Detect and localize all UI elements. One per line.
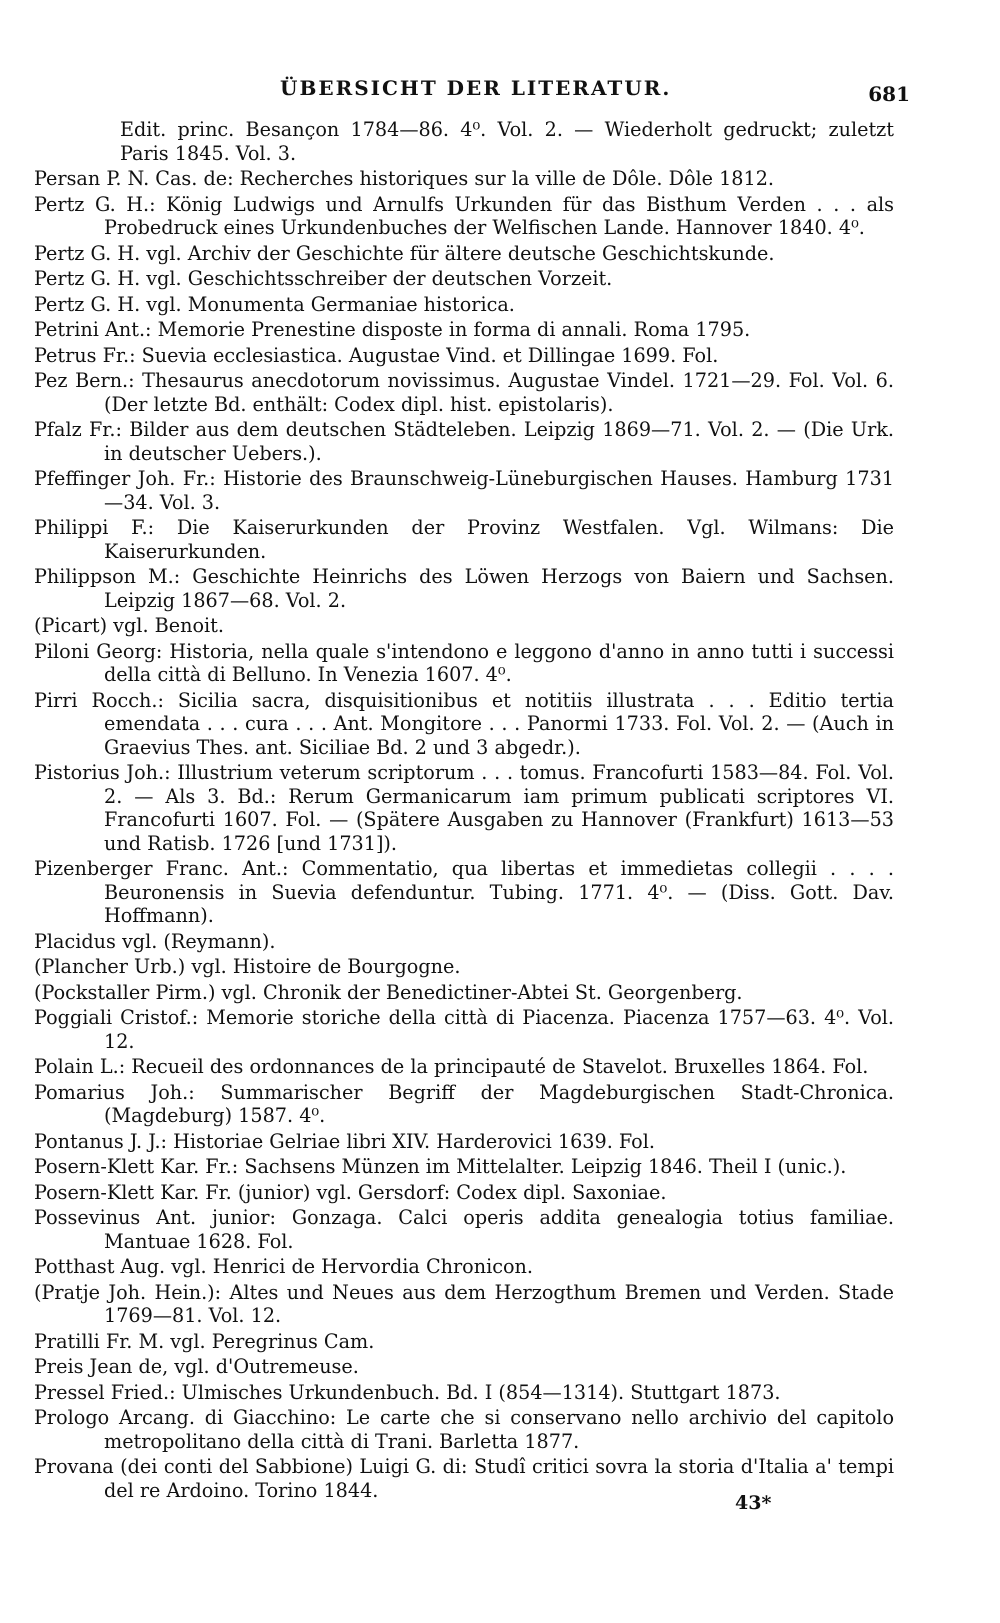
bibliography-entry: Pistorius Joh.: Illustrium veterum scriptorum . . . tomus. Francofurti 1583—84. Fol. Vol. 2. — Als 3. Bd.: Rerum Germanicarum iam primum publicati scriptores VI. Francofurti 1607. Fol. — (Spätere Ausgaben zu Hannover (Frankfurt) 1613—53 und Ratisb. 1726 [und 1731]). — [34, 761, 894, 855]
bibliography-entry: Pirri Rocch.: Sicilia sacra, disquisitionibus et notitiis illustrata . . . Editio tertia emendata . . . cura . . . Ant. Mongitore . . . Panormi 1733. Fol. Vol. 2. — (Auch in Graevius Thes. ant. Siciliae Bd. 2 und 3 abgedr.). — [34, 688, 894, 759]
bibliography-entry: Pertz G. H. vgl. Geschichtsschreiber der deutschen Vorzeit. — [34, 267, 613, 290]
bibliography-entry: Potthast Aug. vgl. Henrici de Hervordia Chronicon. — [34, 1255, 533, 1278]
bibliography-entry: Pressel Fried.: Ulmisches Urkundenbuch. Bd. I (854—1314). Stuttgart 1873. — [34, 1380, 781, 1404]
bibliography-list — [34, 118, 894, 1504]
bibliography-entry: Pomarius Joh.: Summarischer Begriff der Magdeburgischen Stadt-Chronica. (Magdeburg) 1587. 4⁰. — [34, 1080, 894, 1127]
bibliography-entry: Pfeffinger Joh. Fr.: Historie des Braunschweig-Lüneburgischen Hauses. Hamburg 1731—34. Vol. 3. — [34, 467, 894, 514]
bibliography-entry: Preis Jean de, vgl. d'Outremeuse. — [34, 1355, 359, 1378]
bibliography-entry: Pez Bern.: Thesaurus anecdotorum novissimus. Augustae Vindel. 1721—29. Fol. Vol. 6. (Der letzte Bd. enthält: Codex dipl. hist. epistolaris). — [34, 369, 894, 416]
bibliography-entry: Posern-Klett Kar. Fr. (junior) vgl. Gersdorf: Codex dipl. Saxoniae. — [34, 1180, 667, 1204]
bibliography-entry: Posern-Klett Kar. Fr.: Sachsens Münzen im Mittelalter. Leipzig 1846. Theil I (unic.). — [34, 1155, 847, 1178]
bibliography-entry: Prologo Arcang. di Giacchino: Le carte che si conservano nello archivio del capitolo metropolitano della città di Trani. Barletta 1877. — [34, 1406, 894, 1453]
bibliography-entry: Petrini Ant.: Memorie Prenestine disposte in forma di annali. Roma 1795. — [34, 318, 751, 341]
bibliography-entry: Placidus vgl. (Reymann). — [34, 929, 276, 953]
bibliography-entry: Pratilli Fr. M. vgl. Peregrinus Cam. — [34, 1329, 375, 1353]
bibliography-entry: Provana (dei conti del Sabbione) Luigi G. di: Studî critici sovra la storia d'Italia a' tempi del re Ardoino. Torino 1844. — [34, 1455, 894, 1502]
bibliography-entry: Pfalz Fr.: Bilder aus dem deutschen Städteleben. Leipzig 1869—71. Vol. 2. — (Die Urk. in deutscher Uebers.). — [34, 418, 894, 465]
page-number: 681 — [868, 82, 910, 106]
bibliography-entry: Piloni Georg: Historia, nella quale s'intendono e leggono d'anno in anno tutti i successi della città di Belluno. In Venezia 1607. 4⁰. — [34, 639, 894, 686]
bibliography-entry: Philippson M.: Geschichte Heinrichs des Löwen Herzogs von Baiern und Sachsen. Leipzig 1867—68. Vol. 2. — [34, 565, 894, 612]
bibliography-entry: Poggiali Cristof.: Memorie storiche della città di Piacenza. Piacenza 1757—63. 4⁰. Vol. 12. — [34, 1006, 894, 1053]
page-header — [40, 76, 910, 106]
bibliography-entry: (Pockstaller Pirm.) vgl. Chronik der Benedictiner-Abtei St. Georgenberg. — [34, 980, 743, 1004]
bibliography-entry: Philippi F.: Die Kaiserurkunden der Provinz Westfalen. Vgl. Wilmans: Die Kaiserurkunden. — [34, 516, 894, 563]
bibliography-entry: Persan P. N. Cas. de: Recherches historiques sur la ville de Dôle. Dôle 1812. — [34, 167, 775, 190]
bibliography-entry: Possevinus Ant. junior: Gonzaga. Calci operis addita genealogia totius familiae. Mantuae 1628. Fol. — [34, 1206, 894, 1253]
bibliography-entry: (Picart) vgl. Benoit. — [34, 614, 224, 637]
signature-mark: 43* — [735, 1492, 772, 1514]
bibliography-entry: Pontanus J. J.: Historiae Gelriae libri XIV. Harderovici 1639. Fol. — [34, 1129, 655, 1153]
bibliography-entry: Pertz G. H.: König Ludwigs und Arnulfs Urkunden für das Bisthum Verden . . . als Probedruck eines Urkundenbuches der Welfischen Lande. Hannover 1840. 4⁰. — [34, 192, 894, 239]
bibliography-entry: Petrus Fr.: Suevia ecclesiastica. Augustae Vind. et Dillingae 1699. Fol. — [34, 343, 719, 367]
bibliography-entry: (Plancher Urb.) vgl. Histoire de Bourgogne. — [34, 955, 461, 978]
bibliography-entry: Polain L.: Recueil des ordonnances de la principauté de Stavelot. Bruxelles 1864. Fol. — [34, 1055, 869, 1078]
bibliography-entry: (Pratje Joh. Hein.): Altes und Neues aus dem Herzogthum Bremen und Verden. Stade 1769—81. Vol. 12. — [34, 1280, 894, 1327]
running-title: ÜBERSICHT DER LITERATUR. — [280, 76, 672, 100]
bibliography-entry: Pertz G. H. vgl. Monumenta Germaniae historica. — [34, 292, 515, 316]
bibliography-entry: Pizenberger Franc. Ant.: Commentatio, qua libertas et immedietas collegii . . . . Beuronensis in Suevia defenduntur. Tubing. 1771. 4⁰. — (Diss. Gott. Dav. Hoffmann). — [34, 857, 894, 927]
bibliography-entry: Edit. princ. Besançon 1784—86. 4⁰. Vol. 2. — Wiederholt gedruckt; zuletzt Paris 1845. Vol. 3. — [120, 118, 894, 165]
bibliography-entry: Pertz G. H. vgl. Archiv der Geschichte für ältere deutsche Geschichtskunde. — [34, 241, 775, 265]
